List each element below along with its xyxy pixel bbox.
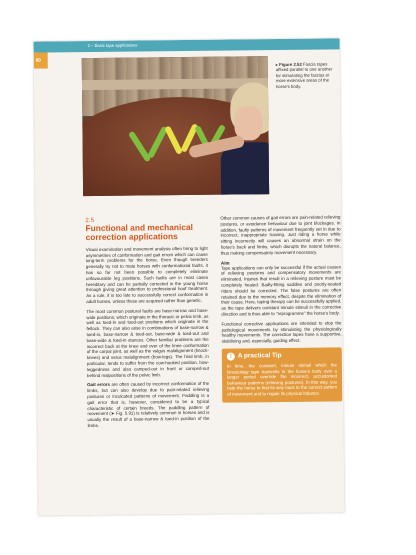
gait-errors-term: Gait errors [87, 382, 110, 388]
aim-heading: Aim [220, 260, 230, 266]
right-column [220, 214, 342, 402]
left-paragraph-2: The most common postural faults are base-narrow and base-wide positions, which originate in the thoracic or pelvic limb, as well as toed-in and toed-out positions which originate in the fetlock. They can also arise in combinations of base-narrow & toed-in, base-narrow & toed-out, base-wide & toed-out and base-wide & toed-in stances. Other familiar problems are the incorrect back at the knee and over of the knee conformation of the carpal joint, as well as the valgus malalignment (knock-knees) and varus malalignment (bow-legs). The hind limb, in particular, tends to suffer from the cow-hooked position, bow-leggedness and also camped-out in front or camped-out behind malpositions of the pelvic limb. [86, 307, 209, 378]
right-paragraph-2: Tape applications can only be successful if the actual causes of relieving postures and compensatory movements are eliminated. Injuries that result in a relieving posture must be completely healed. Badly-fitting saddles and poorly-seated riders should be corrected. The false postures are often retained due to the memory effect, despite the elimination of their cause. Here, taping therapy can be successfully applied, as the tape delivers constant minute stimuli in the corrective direction and is thus able to "reprogramme" the horse's body. [220, 263, 342, 317]
practical-tip-box [222, 347, 343, 402]
tip-info-icon: ! [227, 352, 235, 360]
tip-text: In time, the constant, minute stimuli which the kinesiology tape transmits to the horse's body over a longer period override the incorrect, accustomed behaviour patterns (relieving postures). In this way, you help the horse to find its way back to the correct pattern of movement and to regain its physical balance. [226, 362, 338, 397]
figure-caption [276, 61, 338, 89]
left-paragraph-3-text: are often caused by incorrect conformation of the limbs, but can also develop due to pain-related relieving postures or inculcated patterns of movement. Paddling is a gait error that is, however, considered to be a typical characteristic of certain breeds. The paddling pattern of movement (➤ Fig. 5.91) is relatively common in horses and is usually the result of a base-narrow & toed-in position of the limbs. [87, 381, 210, 428]
right-paragraph-3: Functional corrective applications are intended to stop the pathological movements by stimulating the physiologically healthy movements. The correction tapes have a supportive, stabilising and, especially, guiding effect. [221, 320, 342, 344]
section-title: Functional and mechanical correction applications [85, 221, 194, 243]
page-number: 80 [35, 57, 41, 63]
caption-arrow-icon: ▸ [275, 62, 280, 68]
figure-label: Figure 2.52 [279, 61, 302, 68]
left-column [85, 216, 209, 433]
left-paragraph-1: Visual examination and movement analysis often bring to light asymmetries of conformation and gait errors which can cause long-term problems for the horse. Even though breeders generally try not to mate horses with conformational faults, it has so far not been possible to completely eliminate unfavourable leg positions. Such faults are in most cases hereditary and can be partially corrected in the young horse through giving great attention to professional hoof treatment. As a rule, it is too late to successfully correct conformation in adult horses, unless these are acquired rather than genetic. [85, 245, 209, 305]
running-head: 2 – Basic tape applications [87, 42, 138, 49]
book-page [34, 38, 345, 515]
header-bar [34, 38, 340, 52]
section-number: 2.5 [85, 216, 95, 225]
figure-photo [82, 56, 269, 196]
tip-title: A practical Tip [237, 352, 282, 360]
page-number-tab [34, 52, 48, 68]
tip-header [227, 351, 337, 360]
right-paragraph-1: Other common causes of gait errors are pain-related relieving postures, or avoidance behaviour due to joint blockages. In addition, faulty patterns of movement frequently set in due to incorrect, inappropriate training. Just riding a horse while sitting incorrectly will causes an abnormal strain on the horse's back and limbs, which disrupts the natural balance, thus making compensatory movement necessary. [220, 214, 341, 256]
figure-caption-text: Fascia tapes affixed parallel to one another for stimulating the fascias or more extensive areas of the horse's body. [275, 61, 333, 89]
left-paragraph-3 [87, 381, 209, 429]
